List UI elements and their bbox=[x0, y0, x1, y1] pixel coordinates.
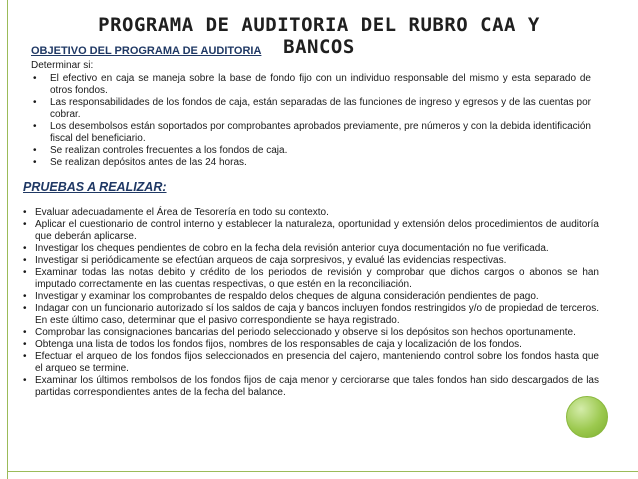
tests-list bbox=[23, 207, 599, 399]
test-item: • Examinar los últimos rembolsos de los fondos fijos de caja menor y cerciorarse que tales fondos han sido descargados de las partidas correspondientes antes de la fecha del balance. bbox=[23, 375, 599, 399]
tests-heading: PRUEBAS A REALIZAR: bbox=[23, 180, 167, 194]
objective-item: • Se realizan controles frecuentes a los fondos de caja. bbox=[31, 145, 591, 157]
decorative-circle-icon bbox=[566, 396, 608, 438]
test-item: • Investigar y examinar los comprobantes de respaldo delos cheques de alguna consideración pendientes de pago. bbox=[23, 291, 599, 303]
test-item: • Obtenga una lista de todos los fondos fijos, nombres de los responsables de caja y localización de los fondos. bbox=[23, 339, 599, 351]
test-item: • Investigar si periódicamente se efectúan arqueos de caja sorpresivos, y evalué las evidencias respectivas. bbox=[23, 255, 599, 267]
left-border-rule bbox=[7, 0, 8, 479]
test-item: • Comprobar las consignaciones bancarias del periodo seleccionado y observe si los depósitos son hechos oportunamente. bbox=[23, 327, 599, 339]
test-item: • Investigar los cheques pendientes de cobro en la fecha dela revisión anterior cuya documentación no fue verificada. bbox=[23, 243, 599, 255]
objective-heading: OBJETIVO DEL PROGRAMA DE AUDITORIA bbox=[31, 45, 262, 57]
objective-item: • Los desembolsos están soportados por comprobantes aprobados previamente, pre números y con la debida identificación fiscal del beneficiario. bbox=[31, 121, 591, 145]
bottom-border-rule bbox=[7, 471, 638, 472]
objective-item: • Las responsabilidades de los fondos de caja, están separadas de las funciones de ingreso y egresos y de las cuentas por cobrar. bbox=[31, 97, 591, 121]
test-item: • Indagar con un funcionario autorizado sí los saldos de caja y bancos incluyen fondos restringidos y/o de propiedad de terceros. En este último caso, determinar que el pasivo correspondiente se haya registrado. bbox=[23, 303, 599, 327]
objective-item: • Se realizan depósitos antes de las 24 horas. bbox=[31, 157, 591, 169]
intro-text: Determinar si: bbox=[31, 60, 94, 71]
test-item: • Aplicar el cuestionario de control interno y establecer la naturaleza, oportunidad y extensión delos procedimientos de auditoría que deberán aplicarse. bbox=[23, 219, 599, 243]
objective-item: • El efectivo en caja se maneja sobre la base de fondo fijo con un individuo responsable del mismo y esta separado de otros fondos. bbox=[31, 73, 591, 97]
test-item: • Efectuar el arqueo de los fondos fijos seleccionados en presencia del cajero, manteniendo control sobre los fondos hasta que el arqueo se termine. bbox=[23, 351, 599, 375]
test-item: • Evaluar adecuadamente el Área de Tesorería en todo su contexto. bbox=[23, 207, 599, 219]
slide-title-line-1: PROGRAMA DE AUDITORIA DEL RUBRO CAA Y bbox=[98, 14, 540, 36]
objectives-list bbox=[31, 73, 591, 169]
test-item: • Examinar todas las notas debito y crédito de los periodos de revisión y comprobar que dichos cargos o abonos se han imputado correctamente en las cuentas respectivas, o que estén en la reconciliación. bbox=[23, 267, 599, 291]
slide-title-line-2: BANCOS bbox=[283, 36, 355, 58]
